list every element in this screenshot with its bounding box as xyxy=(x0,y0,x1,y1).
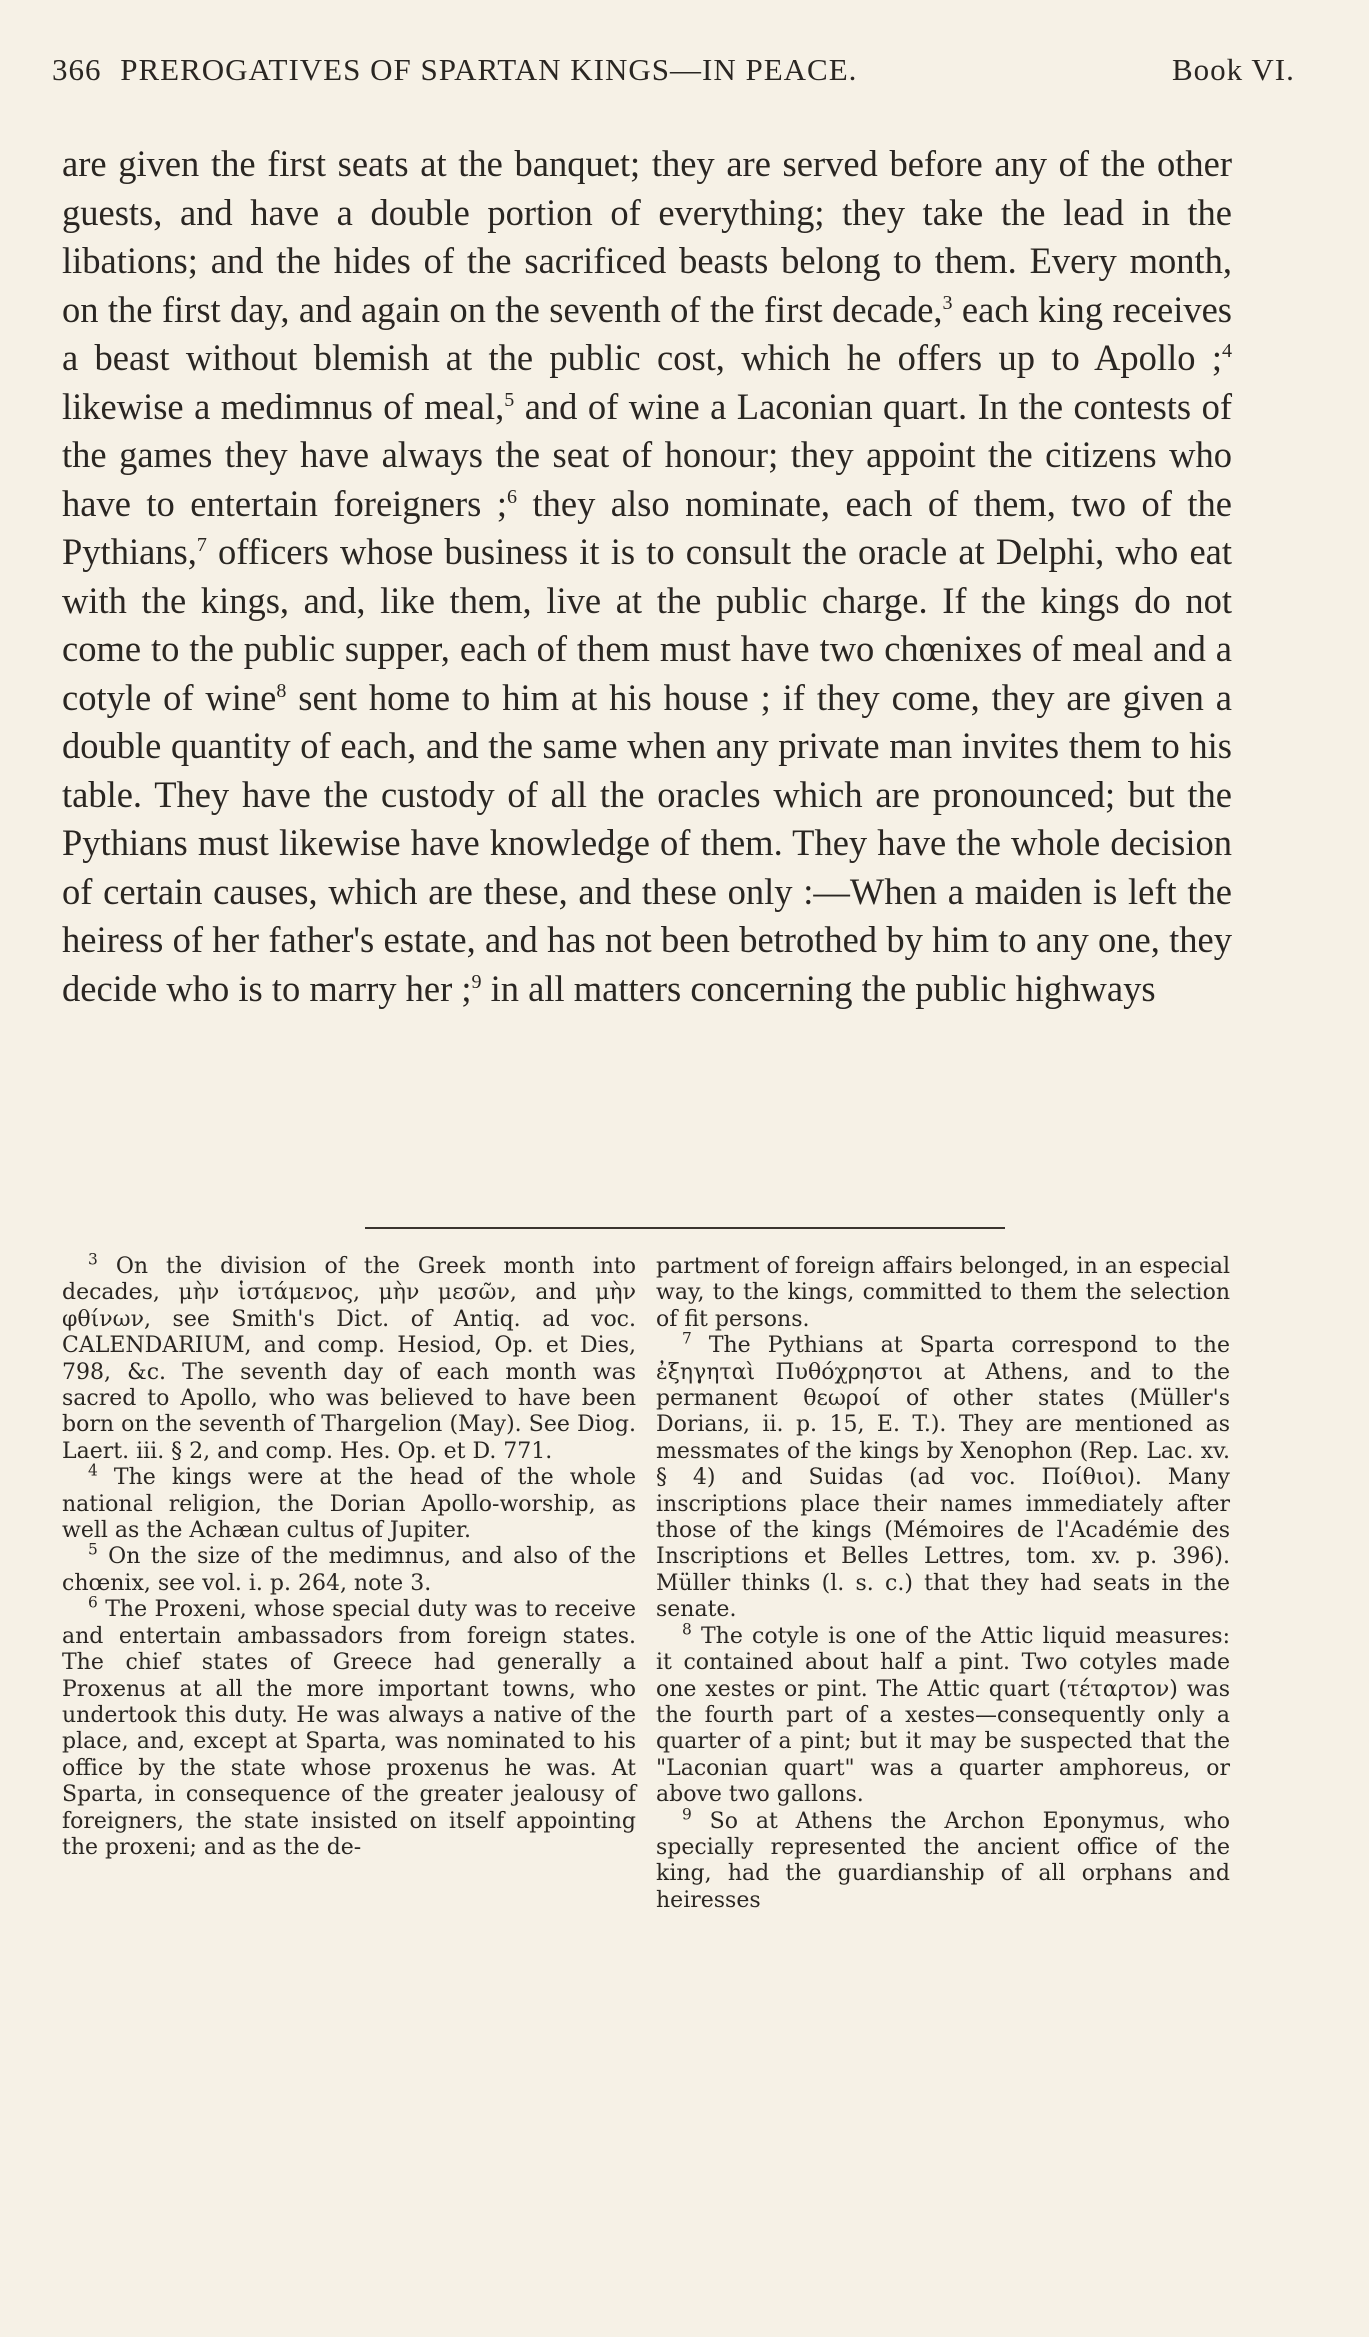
main-text-segment: in all matters concerning the public highways xyxy=(481,967,1156,1009)
footnote-number: 4 xyxy=(88,1461,98,1480)
footnote-number: 5 xyxy=(88,1541,98,1560)
footnote-text: The kings were at the head of the whole national religion, the Dorian Apollo-worship, as well as the Achæan cultus of Jupiter. xyxy=(62,1465,636,1544)
page-number: 366 xyxy=(52,52,102,87)
footnote-ref-6[interactable]: 6 xyxy=(506,485,518,508)
footnote-text: On the size of the medimnus, and also of the chœnix, see vol. i. p. 264, note 3. xyxy=(62,1544,637,1596)
footnote-ref-9[interactable]: 9 xyxy=(471,970,482,993)
main-text-segment: likewise a medimnus of meal, xyxy=(62,385,505,427)
footnote-8 xyxy=(656,1620,1230,1809)
running-header xyxy=(52,52,1295,88)
book-label: Book VI. xyxy=(1172,52,1295,87)
footnotes-left-column xyxy=(62,1250,637,1861)
main-text-body xyxy=(62,140,1232,1013)
main-text-segment: are given the first seats at the banquet; they are served before any of the other guests, and have a double portion of everything; they take the lead in the libations; and the hides of the sacrificed beasts belong to them. Every month, on the first day, and again on the seventh of the first decade, xyxy=(62,143,1232,330)
footnote-ref-8[interactable]: 8 xyxy=(276,679,287,702)
main-text-segment: and of wine a Laconian quart. In the contests of the games they have always the seat of honour; they appoint the citizens who have to entertain foreigners ; xyxy=(62,385,1232,524)
footnote-ref-5[interactable]: 5 xyxy=(504,388,515,411)
main-text-segment: sent home to him at his house ; if they come, they are given a double quantity of each, and the same when any private man invites them to his table. They have the custody of all the oracles which are pronounced; but the Pythians must likewise have knowledge of them. They have the whole decision of certain causes, which are these, and these only :—When a maiden is left the heiress of her father's estate, and has not been betrothed by him to any one, they decide who is to marry her ; xyxy=(62,676,1232,1009)
footnote-number: 7 xyxy=(682,1329,692,1348)
footnote-number: 3 xyxy=(88,1250,98,1269)
footnote-text: The Proxeni, whose special duty was to receive and entertain ambassadors from foreign states. The chief states of Greece had generally a Proxenus at all the more important towns, who undertook this duty. He was always a native of the place, and, except at Sparta, was nominated to his office by the state whose proxenus he was. At Sparta, in consequence of the greater jealousy of foreigners, the state insisted on itself appointing the proxeni; and as the de- xyxy=(62,1597,636,1860)
footnote-text: On the division of the Greek month into decades, μὴν ἱστάμενος, μὴν μεσῶν, and μὴν φθίνων, see Smith's Dict. of Antiq. ad voc. CALENDARIUM, and comp. Hesiod, Op. et Dies, 798, &c. The seventh day of each month was sacred to Apollo, who was believed to have been born on the seventh of Thargelion (May). See Diog. Laert. iii. § 2, and comp. Hes. Op. et D. 771. xyxy=(62,1254,636,1464)
footnote-9 xyxy=(656,1805,1230,1915)
footnote-divider xyxy=(365,1227,1005,1229)
footnote-ref-4[interactable]: 4 xyxy=(1221,339,1232,362)
footnote-number: 9 xyxy=(682,1805,692,1824)
footnote-7 xyxy=(656,1329,1230,1623)
footnote-6-continued: partment of foreign affairs belonged, in an especial way, to the kings, committed to them the selection of fit persons. xyxy=(656,1254,1230,1332)
main-text-segment: they also nominate, each of them, two of the Pythians, xyxy=(62,482,1232,572)
running-title: PREROGATIVES OF SPARTAN KINGS—IN PEACE. xyxy=(120,52,858,87)
footnote-ref-3[interactable]: 3 xyxy=(942,291,953,314)
footnote-ref-7[interactable]: 7 xyxy=(196,533,207,556)
footnote-text: The cotyle is one of the Attic liquid measures: it contained about half a pint. Two cotyles made one xestes or pint. The Attic quart (τέταρτον) was the fourth part of a xestes—consequently only a quarter of a pint; but it may be suspected that the "Laconian quart" was a quarter amphoreus, or above two gallons. xyxy=(656,1623,1230,1808)
main-text-segment: each king receives a beast without blemish at the public cost, which he offers up to Apollo ; xyxy=(62,288,1232,378)
footnote-5 xyxy=(62,1541,637,1597)
footnote-number: 8 xyxy=(682,1620,692,1639)
footnote-3 xyxy=(62,1250,636,1465)
main-text-segment: officers whose business it is to consult the oracle at Delphi, who eat with the kings, and, like them, live at the public charge. If the kings do not come to the public supper, each of them must have two chœnixes of meal and a cotyle of wine xyxy=(62,531,1232,718)
footnote-number: 6 xyxy=(88,1593,98,1612)
footnotes-right-column xyxy=(656,1254,1230,1914)
footnote-6 xyxy=(62,1593,636,1861)
footnote-text: So at Athens the Archon Eponymus, who specially represented the ancient office of the king, had the guardianship of all orphans and heiresses xyxy=(656,1808,1230,1913)
footnote-4 xyxy=(62,1461,636,1544)
footnote-text: The Pythians at Sparta correspond to the ἐξηγηταὶ Πυθόχρηστοι at Athens, and to the permanent θεωροί of other states (Müller's Dorians, ii. p. 15, E. T.). They are mentioned as messmates of the kings by Xenophon (Rep. Lac. xv. § 4) and Suidas (ad voc. Ποίθιοι). Many inscriptions place their names immediately after those of the kings (Mémoires de l'Académie des Inscriptions et Belles Lettres, tom. xv. p. 396). Müller thinks (l. s. c.) that they had seats in the senate. xyxy=(656,1333,1230,1623)
